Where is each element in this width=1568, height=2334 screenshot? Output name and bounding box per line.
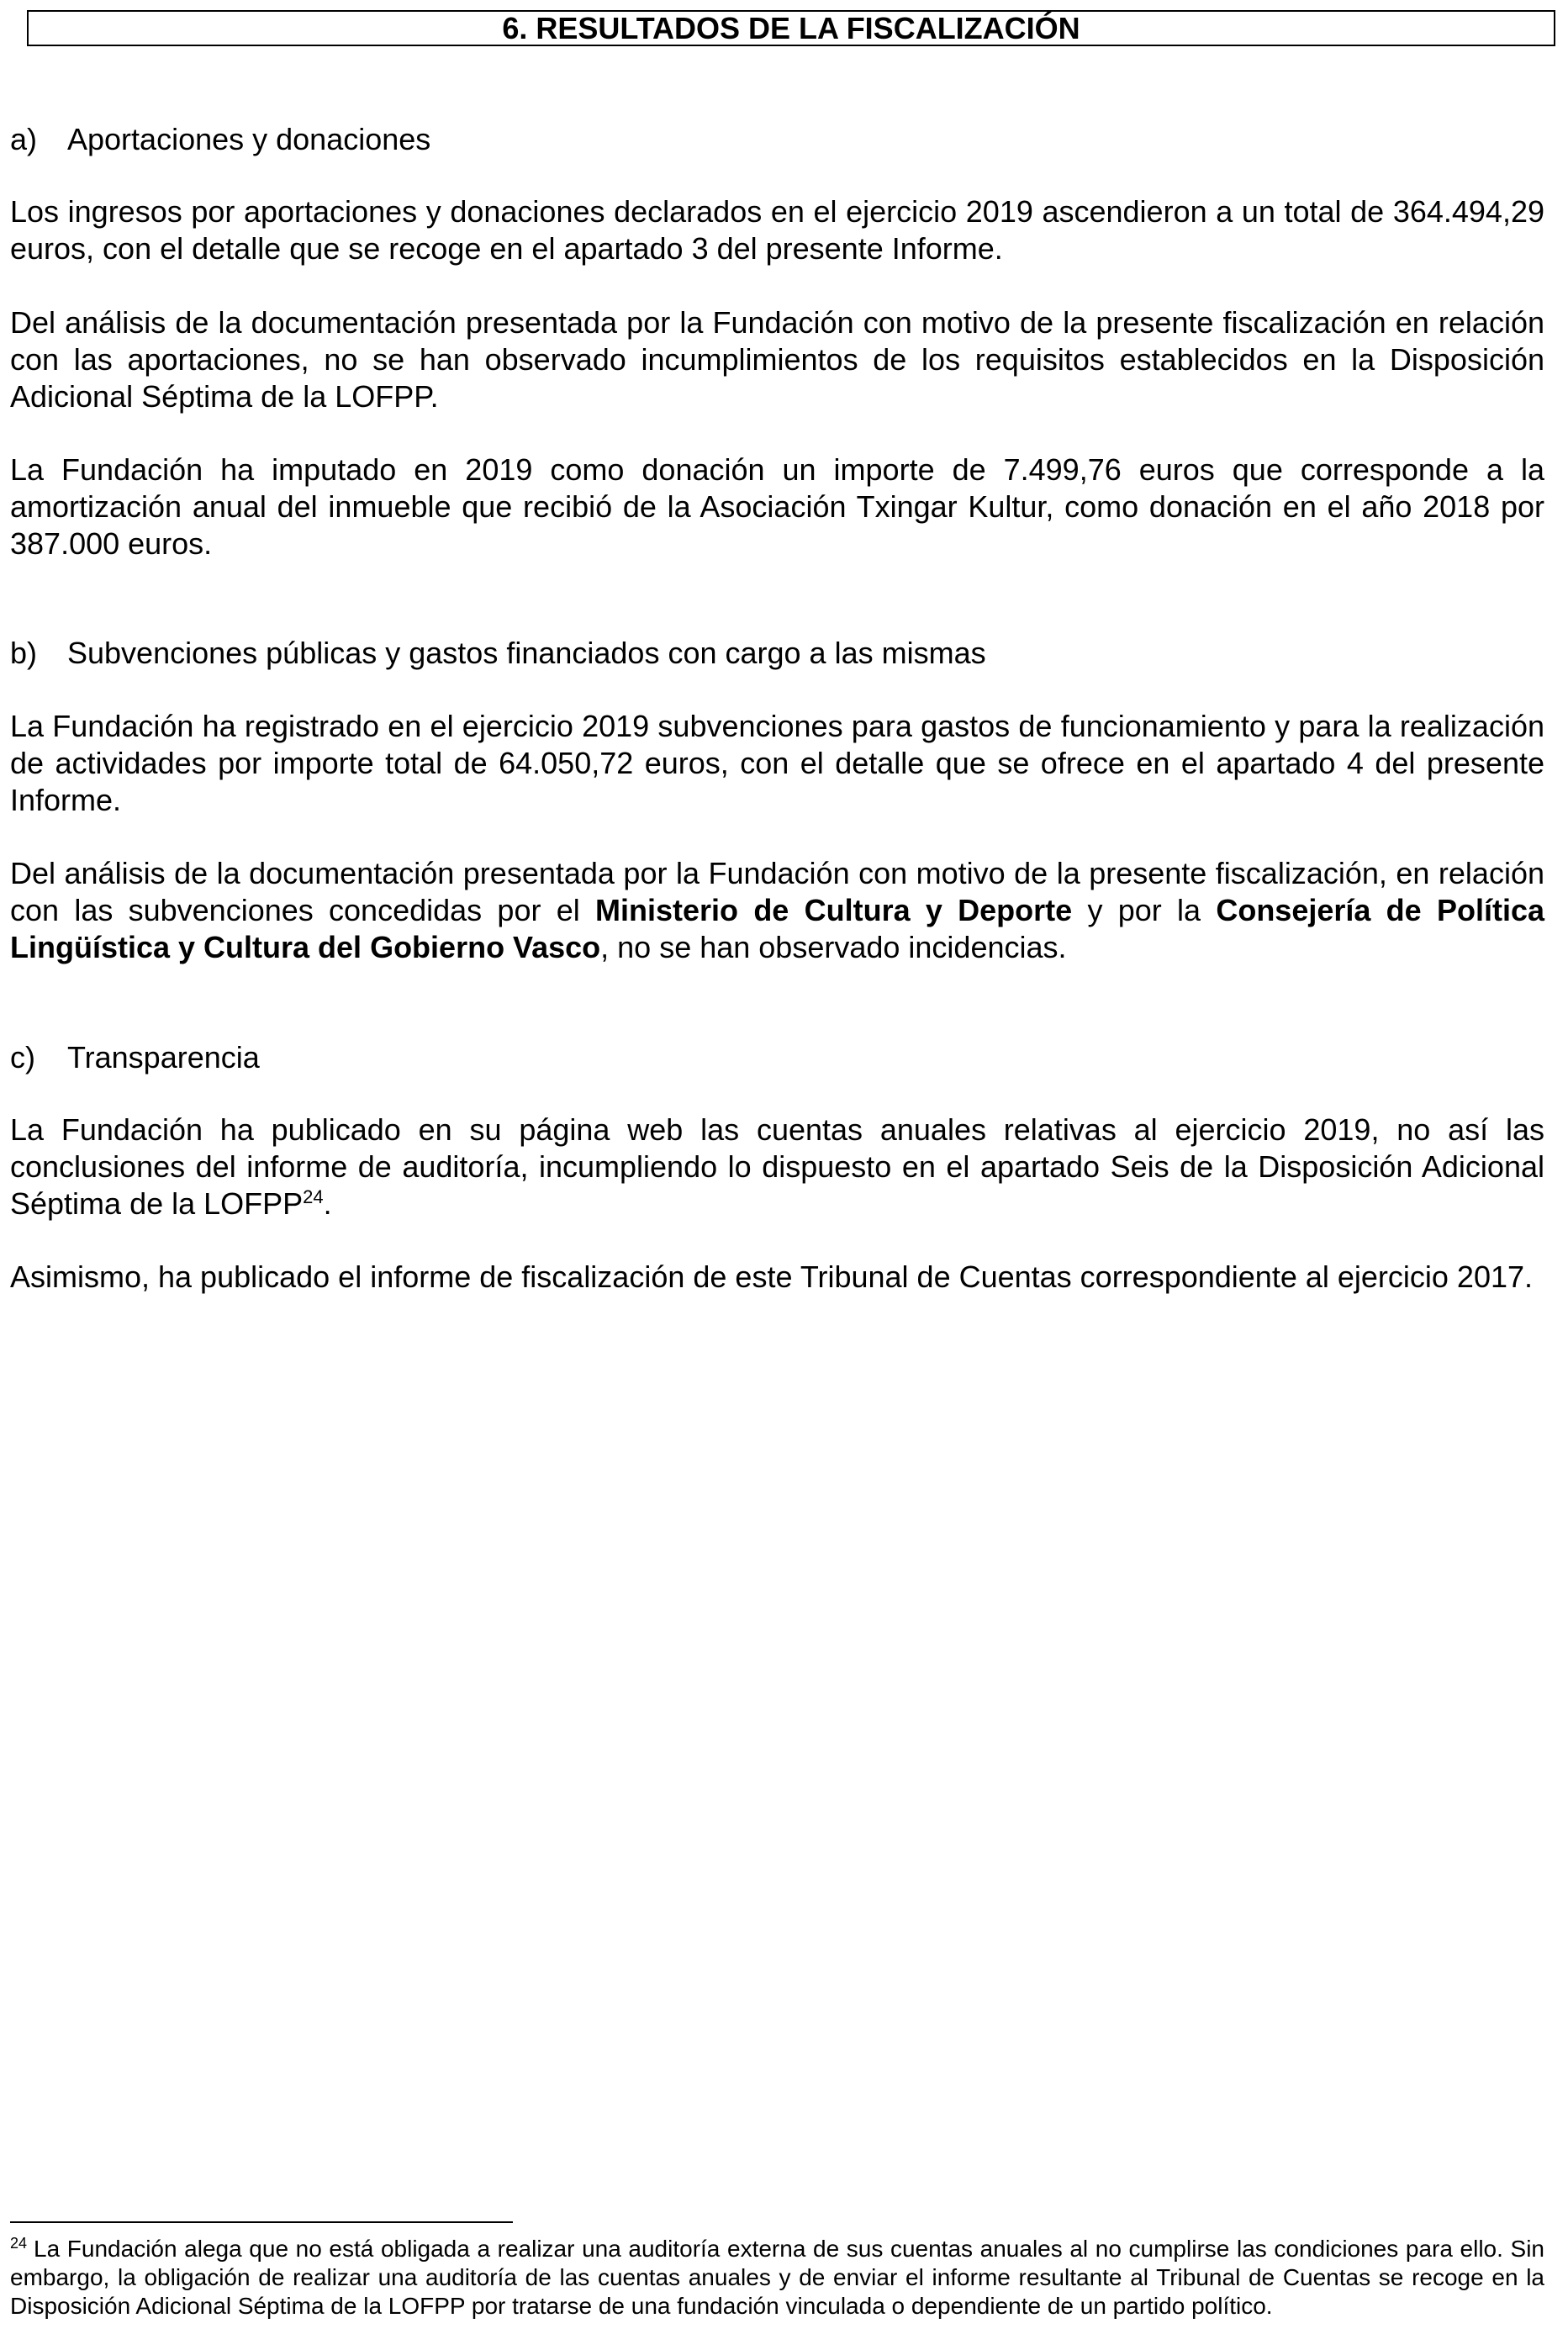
section-b-letter: b) [10, 636, 38, 670]
section-b-paragraph-2 [10, 855, 1544, 966]
section-b-p2-text-3: , no se han observado incidencias. [600, 930, 1067, 964]
section-b-p2-text-2: y por la [1072, 893, 1217, 927]
section-c-paragraph-2: Asimismo, ha publicado el informe de fiscalización de este Tribunal de Cuentas correspondiente al ejercicio 2017. [10, 1259, 1534, 1294]
section-a-heading [10, 121, 430, 158]
footnote-reference-24[interactable]: 24 [303, 1186, 324, 1207]
footnote-text: La Fundación alega que no está obligada a realizar una auditoría externa de sus cuentas anuales al no cumplirse las condiciones para ello. Sin embargo, la obligación de realizar una auditoría de las cuentas anuales y de enviar el informe resultante al Tribunal de Cuentas se recoge en la Disposición Adicional Séptima de la LOFPP por tratarse de una fundación vinculada o dependiente de un partido político. [10, 2236, 1544, 2319]
section-b-p2-ministry: Ministerio de Cultura y Deporte [595, 893, 1073, 927]
section-a-paragraph-3: La Fundación ha imputado en 2019 como donación un importe de 7.499,76 euros que corresponde a la amortización anual del inmueble que recibió de la Asociación Txingar Kultur, como donación en el año 2018 por 387.000 euros. [10, 452, 1544, 561]
section-a-paragraph-2: Del análisis de la documentación presentada por la Fundación con motivo de la presente fiscalización en relación con las aportaciones, no se han observado incumplimientos de los requisitos establecidos en la Disposición Adicional Séptima de la LOFPP. [10, 305, 1544, 414]
section-b-title: Subvenciones públicas y gastos financiados con cargo a las mismas [67, 636, 986, 670]
document-page [10, 0, 1544, 2334]
section-c-paragraph-1 [10, 1112, 1544, 1222]
section-b-p2-text-1: Del análisis de la documentación presentada por la Fundación con motivo de la presente fiscalización, en relación con las subvenciones concedidas por el [10, 856, 1544, 927]
footnote-separator [10, 2221, 513, 2223]
section-a-letter: a) [10, 122, 38, 156]
section-a-paragraph-1: Los ingresos por aportaciones y donaciones declarados en el ejercicio 2019 ascendieron a un total de 364.494,29 euros, con el detalle que se recoge en el apartado 3 del presente Informe. [10, 194, 1544, 266]
section-c-heading [10, 1039, 260, 1076]
footnote-24 [10, 2235, 1544, 2321]
section-b-paragraph-1: La Fundación ha registrado en el ejercicio 2019 subvenciones para gastos de funcionamiento y para la realización de actividades por importe total de 64.050,72 euros, con el detalle que se ofrece en el apartado 4 del presente Informe. [10, 709, 1544, 817]
section-b-p2-consejeria: Consejería de Política Lingüística y Cultura del Gobierno Vasco [10, 893, 1544, 964]
section-c-p1-end: . [323, 1186, 332, 1221]
page-title: 6. RESULTADOS DE LA FISCALIZACIÓN [27, 10, 1555, 46]
section-c-p1-text: La Fundación ha publicado en su página web las cuentas anuales relativas al ejercicio 2019, no así las conclusiones del informe de auditoría, incumpliendo lo dispuesto en el apartado Seis de la Disposición Adicional Séptima de la LOFPP [10, 1112, 1544, 1221]
section-b-heading [10, 635, 986, 672]
section-c-letter: c) [10, 1040, 35, 1075]
section-a-title: Aportaciones y donaciones [67, 122, 431, 156]
footnote-number: 24 [10, 2234, 28, 2252]
section-c-title: Transparencia [67, 1040, 260, 1075]
